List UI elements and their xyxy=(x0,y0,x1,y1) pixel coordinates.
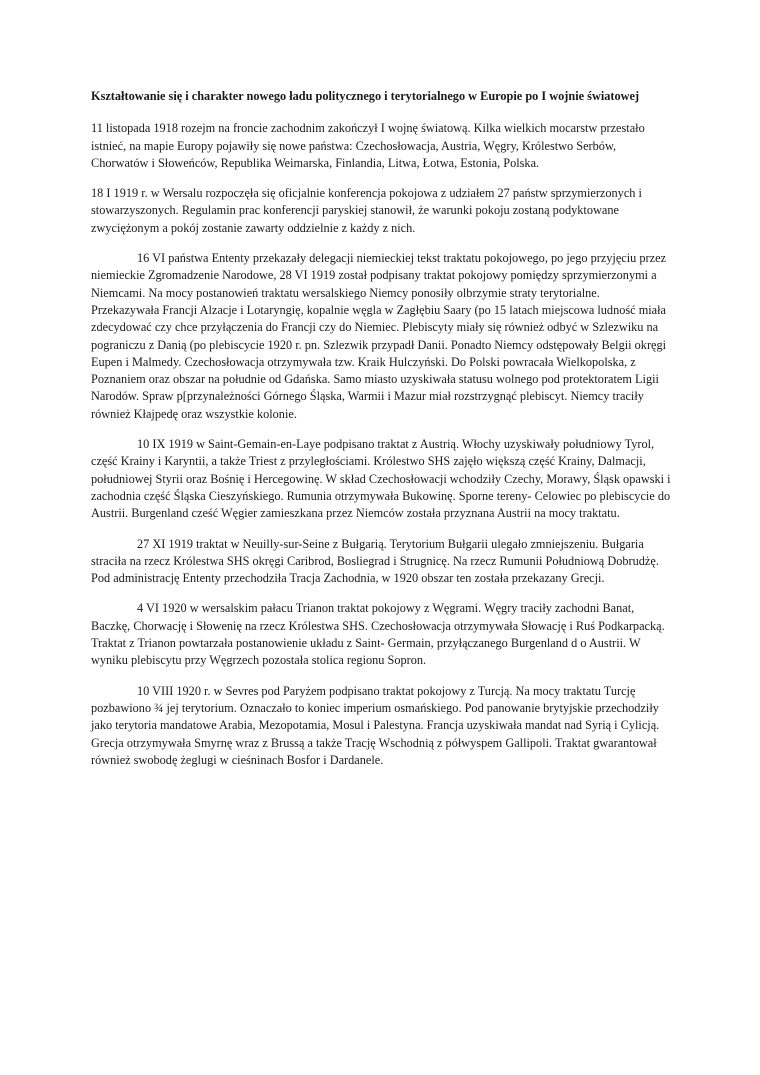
paragraph-treaty-bulgaria: 27 XI 1919 traktat w Neuilly-sur-Seine z Bułgarią. Terytorium Bułgarii ulegało zmniejszeniu. Bułgaria straciła na rzecz Królestwa SHS okręgi Caribrod, Bosliegrad i Strugnicę. Na rzecz Rumunii Południową Dobrudżę. Pod administrację Ententy przechodziła Tracja Zachodnia, w 1920 obszar ten została przekazany Grecji. xyxy=(91,536,659,586)
paragraph-versailles-conference: 18 I 1919 r. w Wersalu rozpoczęła się oficjalnie konferencja pokojowa z udziałem 27 państw sprzymierzonych i stowarzyszonych. Regulamin prac konferencji paryskiej stanowił, że warunki pokoju zostaną podyktowane zwyciężonym a pokój zostanie zawarty oddzielnie z każdy z nich. xyxy=(91,186,642,235)
paragraph-treaty-turkey: 10 VIII 1920 r. w Sevres pod Paryżem podpisano traktat pokojowy z Turcją. Na mocy traktatu Turcję pozbawiono ¾ jej terytorium. Oznaczało to koniec imperium osmańskiego. Pod panowanie brytyjskie przechodziły jako terytoria mandatowe Arabia, Mezopotamia, Mosul i Palestyna. Francja uzyskiwała mandat nad Syrią i Cylicją. Grecja otrzymywała Smyrnę wraz z Brussą a także Trację Wschodnią z półwyspem Gallipoli. Traktat gwarantował również swobodę żeglugi w cieśninach Bosfor i Dardanele. xyxy=(91,683,660,767)
document-page xyxy=(91,88,671,782)
paragraph-armistice: 11 listopada 1918 rozejm na froncie zachodnim zakończył I wojnę światową. Kilka wielkich mocarstw przestało istnieć, na mapie Europy pojawiły się nowe państwa: Czechosłowacja, Austria, Węgry, Królestwo Serbów, Chorwatów i Słoweńców, Republika Weimarska, Finlandia, Litwa, Łotwa, Estonia, Polska. xyxy=(91,121,645,170)
paragraph-treaty-austria: 10 IX 1919 w Saint-Gemain-en-Laye podpisano traktat z Austrią. Włochy uzyskiwały południowy Tyrol, część Krainy i Karyntii, a także Triest z przyległościami. Królestwo SHS zajęło większą część Krainy, Dalmacji, południowej Styrii oraz Bośnię i Hercegowinę. W skład Czechosłowacji wchodziły Czechy, Morawy, Śląsk opawski i zachodnia część Śląska Cieszyńskiego. Rumunia otrzymywała Bukowinę. Sporne tereny- Celowiec po plebiscycie do Austrii. Burgenland cześć Węgier zamieszkana przez Niemców została przyznana Austrii na mocy traktatu. xyxy=(91,437,671,521)
paragraph-treaty-hungary: 4 VI 1920 w wersalskim pałacu Trianon traktat pokojowy z Węgrami. Węgry traciły zachodni Banat, Baczkę, Chorwację i Słowenię na rzecz Królestwa SHS. Czechosłowacja otrzymywała Słowację i Ruś Podkarpacką. Traktat z Trianon powtarzała postanowienie układu z Saint- Germain, przyłączanego Burgenland d o Austrii. W wyniku plebiscytu przy Węgrzech pozostała stolica regionu Sopron. xyxy=(91,601,665,668)
paragraph-treaty-germany: 16 VI państwa Ententy przekazały delegacji niemieckiej tekst traktatu pokojowego, po jego przyjęciu przez niemieckie Zgromadzenie Narodowe, 28 VI 1919 został podpisany traktat pokojowy pomiędzy sprzymierzonymi a Niemcami. Na mocy postanowień traktatu wersalskiego Niemcy ponosiły olbrzymie straty terytorialne. Przekazywała Francji Alzacje i Lotaryngię, kopalnie węgla w Zagłębiu Saary (po 15 latach miejscowa ludność miała zdecydować czy chce przyłączenia do Francji czy do Niemiec. Plebiscyty miały się również odbyć w Szlezwiku na pograniczu z Danią (po plebiscycie 1920 r. pn. Szlezwik przypadł Danii. Ponadto Niemcy odstępowały Belgii okręgi Eupen i Malmedy. Czechosłowacja otrzymywała tzw. Kraik Hulczyński. Do Polski powracała Wielkopolska, z Poznaniem oraz obszar na południe od Gdańska. Samo miasto uzyskiwała statusu wolnego pod protektoratem Ligii Narodów. Spraw p[przynależności Górnego Śląska, Warmii i Mazur miał rozstrzygnąć plebiscyt. Niemcy traciły również Kłajpedę oraz wszystkie kolonie. xyxy=(91,251,667,421)
document-title: Kształtowanie się i charakter nowego ładu politycznego i terytorialnego w Europie po I wojnie światowej xyxy=(91,89,640,103)
